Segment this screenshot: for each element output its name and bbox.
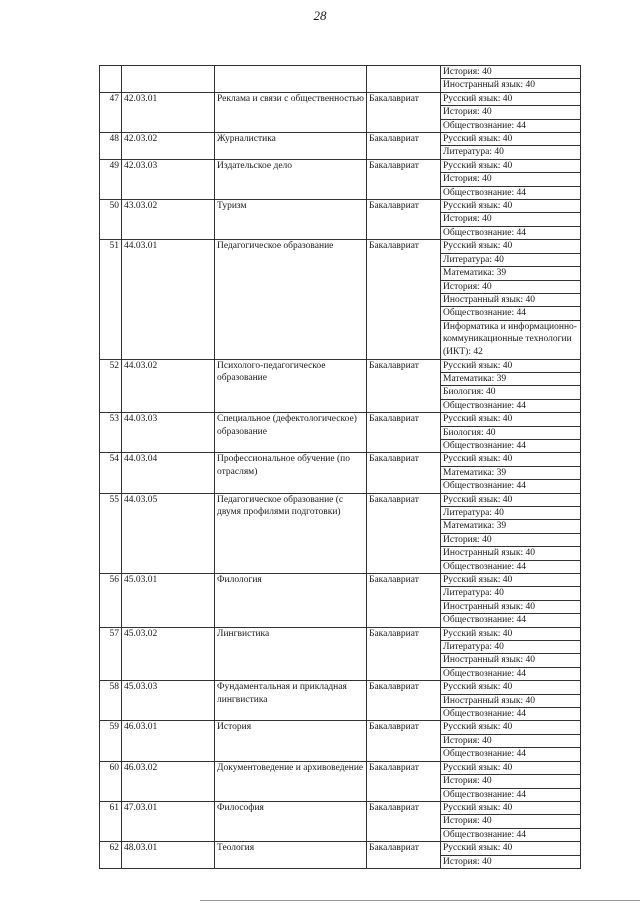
exam-requirement: Иностранный язык: 40: [441, 600, 581, 613]
exam-requirement: Литература: 40: [441, 641, 581, 654]
table-row: [100, 133, 581, 146]
row-number: 56: [100, 574, 122, 628]
program-code: 44.03.03: [122, 413, 215, 453]
program-name: Психолого-педагогическое образование: [215, 359, 367, 413]
exam-requirement: Обществознание: 44: [441, 788, 581, 801]
program-code: 45.03.03: [122, 681, 215, 721]
program-code: 45.03.02: [122, 627, 215, 681]
exam-requirement: Русский язык: 40: [441, 159, 581, 172]
program-code: 47.03.01: [122, 801, 215, 841]
exam-requirement: Обществознание: 44: [441, 560, 581, 573]
exam-requirement: Обществознание: 44: [441, 614, 581, 627]
exam-requirement: Русский язык: 40: [441, 200, 581, 213]
education-level: Бакалавриат: [367, 493, 441, 573]
page-number: 28: [313, 8, 327, 23]
table-row: [100, 240, 581, 253]
program-code: [122, 66, 215, 93]
exam-requirement: Русский язык: 40: [441, 493, 581, 506]
row-number: 62: [100, 842, 122, 869]
program-name: Педагогическое образование (с двумя профилями подготовки): [215, 493, 367, 573]
exam-requirement: Иностранный язык: 40: [441, 79, 581, 92]
exam-requirement: Информатика и информационно-коммуникационные технологии (ИКТ): 42: [441, 320, 581, 359]
programs-table: [99, 65, 581, 869]
exam-requirement: Обществознание: 44: [441, 480, 581, 493]
exam-requirement: История: 40: [441, 775, 581, 788]
row-number: 48: [100, 133, 122, 160]
exam-requirement: Обществознание: 44: [441, 186, 581, 199]
exam-requirement: История: 40: [441, 815, 581, 828]
program-name: Документоведение и архивоведение: [215, 761, 367, 801]
exam-requirement: Русский язык: 40: [441, 627, 581, 640]
program-name: Реклама и связи с общественностью: [215, 92, 367, 132]
program-name: Педагогическое образование: [215, 240, 367, 359]
table-row: [100, 627, 581, 640]
education-level: Бакалавриат: [367, 453, 441, 493]
table-row: [100, 92, 581, 105]
program-code: 44.03.01: [122, 240, 215, 359]
program-name: Лингвистика: [215, 627, 367, 681]
table-row: [100, 761, 581, 774]
exam-requirement: Обществознание: 44: [441, 748, 581, 761]
exam-requirement: Обществознание: 44: [441, 119, 581, 132]
table-row: [100, 681, 581, 694]
exam-requirement: История: 40: [441, 855, 581, 868]
table-row: [100, 721, 581, 734]
exam-requirement: Русский язык: 40: [441, 801, 581, 814]
table-row: [100, 66, 581, 79]
exam-requirement: Обществознание: 44: [441, 307, 581, 320]
exam-requirement: История: 40: [441, 734, 581, 747]
exam-requirement: Биология: 40: [441, 426, 581, 439]
exam-requirement: Русский язык: 40: [441, 842, 581, 855]
row-number: 53: [100, 413, 122, 453]
program-code: 42.03.02: [122, 133, 215, 160]
exam-requirement: История: 40: [441, 66, 581, 79]
exam-requirement: История: 40: [441, 173, 581, 186]
program-code: 43.03.02: [122, 200, 215, 240]
education-level: Бакалавриат: [367, 413, 441, 453]
program-code: 45.03.01: [122, 574, 215, 628]
exam-requirement: История: 40: [441, 280, 581, 293]
table-row: [100, 493, 581, 506]
table-row: [100, 801, 581, 814]
exam-requirement: Биология: 40: [441, 386, 581, 399]
education-level: Бакалавриат: [367, 133, 441, 160]
table-row: [100, 842, 581, 855]
row-number: 58: [100, 681, 122, 721]
exam-requirement: Обществознание: 44: [441, 439, 581, 452]
program-name: Профессиональное обучение (по отраслям): [215, 453, 367, 493]
table-row: [100, 453, 581, 466]
exam-requirement: Обществознание: 44: [441, 399, 581, 412]
row-number: 47: [100, 92, 122, 132]
program-name: Теология: [215, 842, 367, 869]
exam-requirement: Русский язык: 40: [441, 240, 581, 253]
education-level: Бакалавриат: [367, 801, 441, 841]
program-code: 48.03.01: [122, 842, 215, 869]
exam-requirement: История: 40: [441, 213, 581, 226]
exam-requirement: Математика: 39: [441, 466, 581, 479]
exam-requirement: Иностранный язык: 40: [441, 293, 581, 306]
education-level: Бакалавриат: [367, 761, 441, 801]
exam-requirement: История: 40: [441, 106, 581, 119]
table-row: [100, 159, 581, 172]
education-level: [367, 66, 441, 93]
exam-requirement: Литература: 40: [441, 253, 581, 266]
exam-requirement: Литература: 40: [441, 587, 581, 600]
row-number: 49: [100, 159, 122, 199]
row-number: [100, 66, 122, 93]
exam-requirement: Иностранный язык: 40: [441, 654, 581, 667]
education-level: Бакалавриат: [367, 842, 441, 869]
row-number: 59: [100, 721, 122, 761]
row-number: 52: [100, 359, 122, 413]
exam-requirement: Русский язык: 40: [441, 453, 581, 466]
program-code: 42.03.01: [122, 92, 215, 132]
education-level: Бакалавриат: [367, 627, 441, 681]
exam-requirement: Иностранный язык: 40: [441, 547, 581, 560]
exam-requirement: Математика: 39: [441, 372, 581, 385]
exam-requirement: Русский язык: 40: [441, 92, 581, 105]
program-name: Философия: [215, 801, 367, 841]
exam-requirement: Математика: 39: [441, 520, 581, 533]
exam-requirement: Русский язык: 40: [441, 359, 581, 372]
exam-requirement: Обществознание: 44: [441, 708, 581, 721]
program-code: 44.03.04: [122, 453, 215, 493]
exam-requirement: Обществознание: 44: [441, 828, 581, 841]
exam-requirement: Русский язык: 40: [441, 681, 581, 694]
exam-requirement: Литература: 40: [441, 146, 581, 159]
program-code: 44.03.02: [122, 359, 215, 413]
table-row: [100, 200, 581, 213]
program-code: 46.03.01: [122, 721, 215, 761]
education-level: Бакалавриат: [367, 92, 441, 132]
row-number: 61: [100, 801, 122, 841]
program-name: Журналистика: [215, 133, 367, 160]
program-code: 44.03.05: [122, 493, 215, 573]
education-level: Бакалавриат: [367, 240, 441, 359]
program-name: История: [215, 721, 367, 761]
education-level: Бакалавриат: [367, 159, 441, 199]
table-row: [100, 359, 581, 372]
table-row: [100, 574, 581, 587]
scan-edge: [200, 900, 640, 901]
program-name: [215, 66, 367, 93]
program-name: Фундаментальная и прикладная лингвистика: [215, 681, 367, 721]
row-number: 60: [100, 761, 122, 801]
education-level: Бакалавриат: [367, 721, 441, 761]
exam-requirement: Обществознание: 44: [441, 226, 581, 239]
education-level: Бакалавриат: [367, 200, 441, 240]
exam-requirement: Обществознание: 44: [441, 667, 581, 680]
row-number: 50: [100, 200, 122, 240]
row-number: 51: [100, 240, 122, 359]
row-number: 55: [100, 493, 122, 573]
exam-requirement: Русский язык: 40: [441, 574, 581, 587]
table-row: [100, 413, 581, 426]
exam-requirement: Русский язык: 40: [441, 133, 581, 146]
exam-requirement: История: 40: [441, 533, 581, 546]
program-name: Специальное (дефектологическое) образование: [215, 413, 367, 453]
program-code: 42.03.03: [122, 159, 215, 199]
row-number: 57: [100, 627, 122, 681]
exam-requirement: Русский язык: 40: [441, 413, 581, 426]
education-level: Бакалавриат: [367, 681, 441, 721]
program-name: Филология: [215, 574, 367, 628]
exam-requirement: Русский язык: 40: [441, 761, 581, 774]
row-number: 54: [100, 453, 122, 493]
exam-requirement: Иностранный язык: 40: [441, 694, 581, 707]
exam-requirement: Литература: 40: [441, 506, 581, 519]
program-code: 46.03.02: [122, 761, 215, 801]
program-name: Издательское дело: [215, 159, 367, 199]
program-name: Туризм: [215, 200, 367, 240]
education-level: Бакалавриат: [367, 359, 441, 413]
exam-requirement: Русский язык: 40: [441, 721, 581, 734]
exam-requirement: Математика: 39: [441, 267, 581, 280]
education-level: Бакалавриат: [367, 574, 441, 628]
